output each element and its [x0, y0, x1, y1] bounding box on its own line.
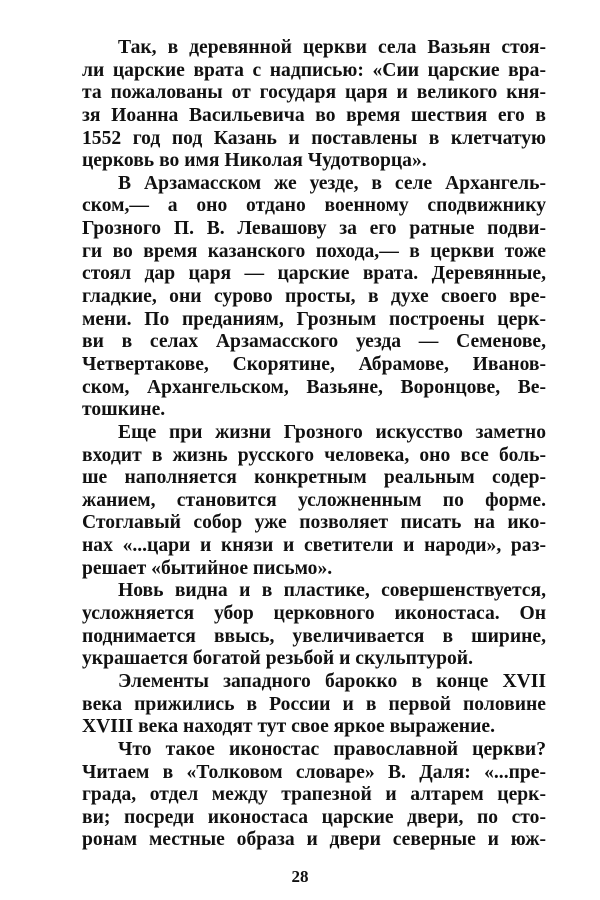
text-line: града, отдел между трапезной и алтарем церк-	[82, 784, 546, 806]
text-line: ском,— а оно отдано военному сподвижнику	[82, 195, 546, 217]
text-line: ском, Архангельском, Вазьяне, Воронцове, Ве-	[82, 376, 546, 398]
text-line: мени. По преданиям, Грозным построены церк-	[82, 308, 546, 330]
text-line: 1552 год под Казань и поставлены в клетчатую	[82, 127, 546, 149]
paragraph	[82, 739, 546, 852]
text-line: Стоглавый собор уже позволяет писать на ико-	[82, 512, 546, 534]
page-body-text	[82, 37, 546, 852]
text-line: поднимается ввысь, увеличивается в ширине,	[82, 625, 546, 647]
text-line: та пожалованы от государя царя и великого кня-	[82, 82, 546, 104]
text-line: решает «бытийное письмо».	[82, 557, 333, 579]
text-line: входит в жизнь русского человека, оно все боль-	[82, 444, 546, 466]
page-number: 28	[291, 867, 309, 886]
text-line: Что такое иконостас православной церкви?	[118, 738, 546, 760]
text-line: века прижились в России и в первой половине	[82, 693, 546, 715]
text-line: ви; посреди иконостаса царские двери, по сто-	[82, 806, 546, 828]
text-line: церковь во имя Николая Чудотворца».	[82, 150, 427, 172]
text-line: Еще при жизни Грозного искусство заметно	[118, 421, 546, 443]
text-line: стоял дар царя — царские врата. Деревянные,	[82, 263, 546, 285]
paragraph	[82, 580, 546, 671]
text-line: нах «...цари и князи и светители и народи», раз-	[82, 535, 546, 557]
text-line: В Арзамасском же уезде, в селе Архангель-	[118, 172, 546, 194]
paragraph	[82, 173, 546, 422]
text-line: ви в селах Арзамасского уезда — Семенове,	[82, 331, 546, 353]
paragraph	[82, 422, 546, 580]
text-line: XVIII века находят тут свое яркое выражение.	[82, 716, 495, 738]
text-line: Элементы западного барокко в конце XVII	[118, 670, 546, 692]
text-line: жанием, становится усложненным по форме.	[82, 489, 546, 511]
text-line: ги во время казанского похода,— в церкви тоже	[82, 240, 546, 262]
paragraph	[82, 671, 546, 739]
text-line: гладкие, они сурово просты, в духе своего вре-	[82, 286, 546, 308]
text-line: Грозного П. В. Левашову за его ратные подви-	[82, 218, 546, 240]
text-line: Так, в деревянной церкви села Вазьян стоя-	[118, 37, 546, 58]
text-line: усложняется убор церковного иконостаса. Он	[82, 603, 546, 625]
text-line: ше наполняется конкретным реальным содер-	[82, 467, 546, 489]
text-line: украшается богатой резьбой и скульптурой.	[82, 648, 473, 670]
text-line: ли царские врата с надписью: «Сии царские вра-	[82, 59, 546, 81]
paragraph	[82, 37, 546, 173]
text-line: тошкине.	[82, 399, 166, 421]
text-line: Новь видна и в пластике, совершенствуется,	[118, 580, 546, 602]
text-line: ронам местные образа и двери северные и юж-	[82, 829, 546, 851]
text-line: Четвертакове, Скорятине, Абрамове, Иванов-	[82, 353, 546, 375]
text-line: Читаем в «Толковом словаре» В. Даля: «...пре-	[82, 761, 546, 783]
text-line: зя Иоанна Васильевича во время шествия его в	[82, 104, 546, 126]
